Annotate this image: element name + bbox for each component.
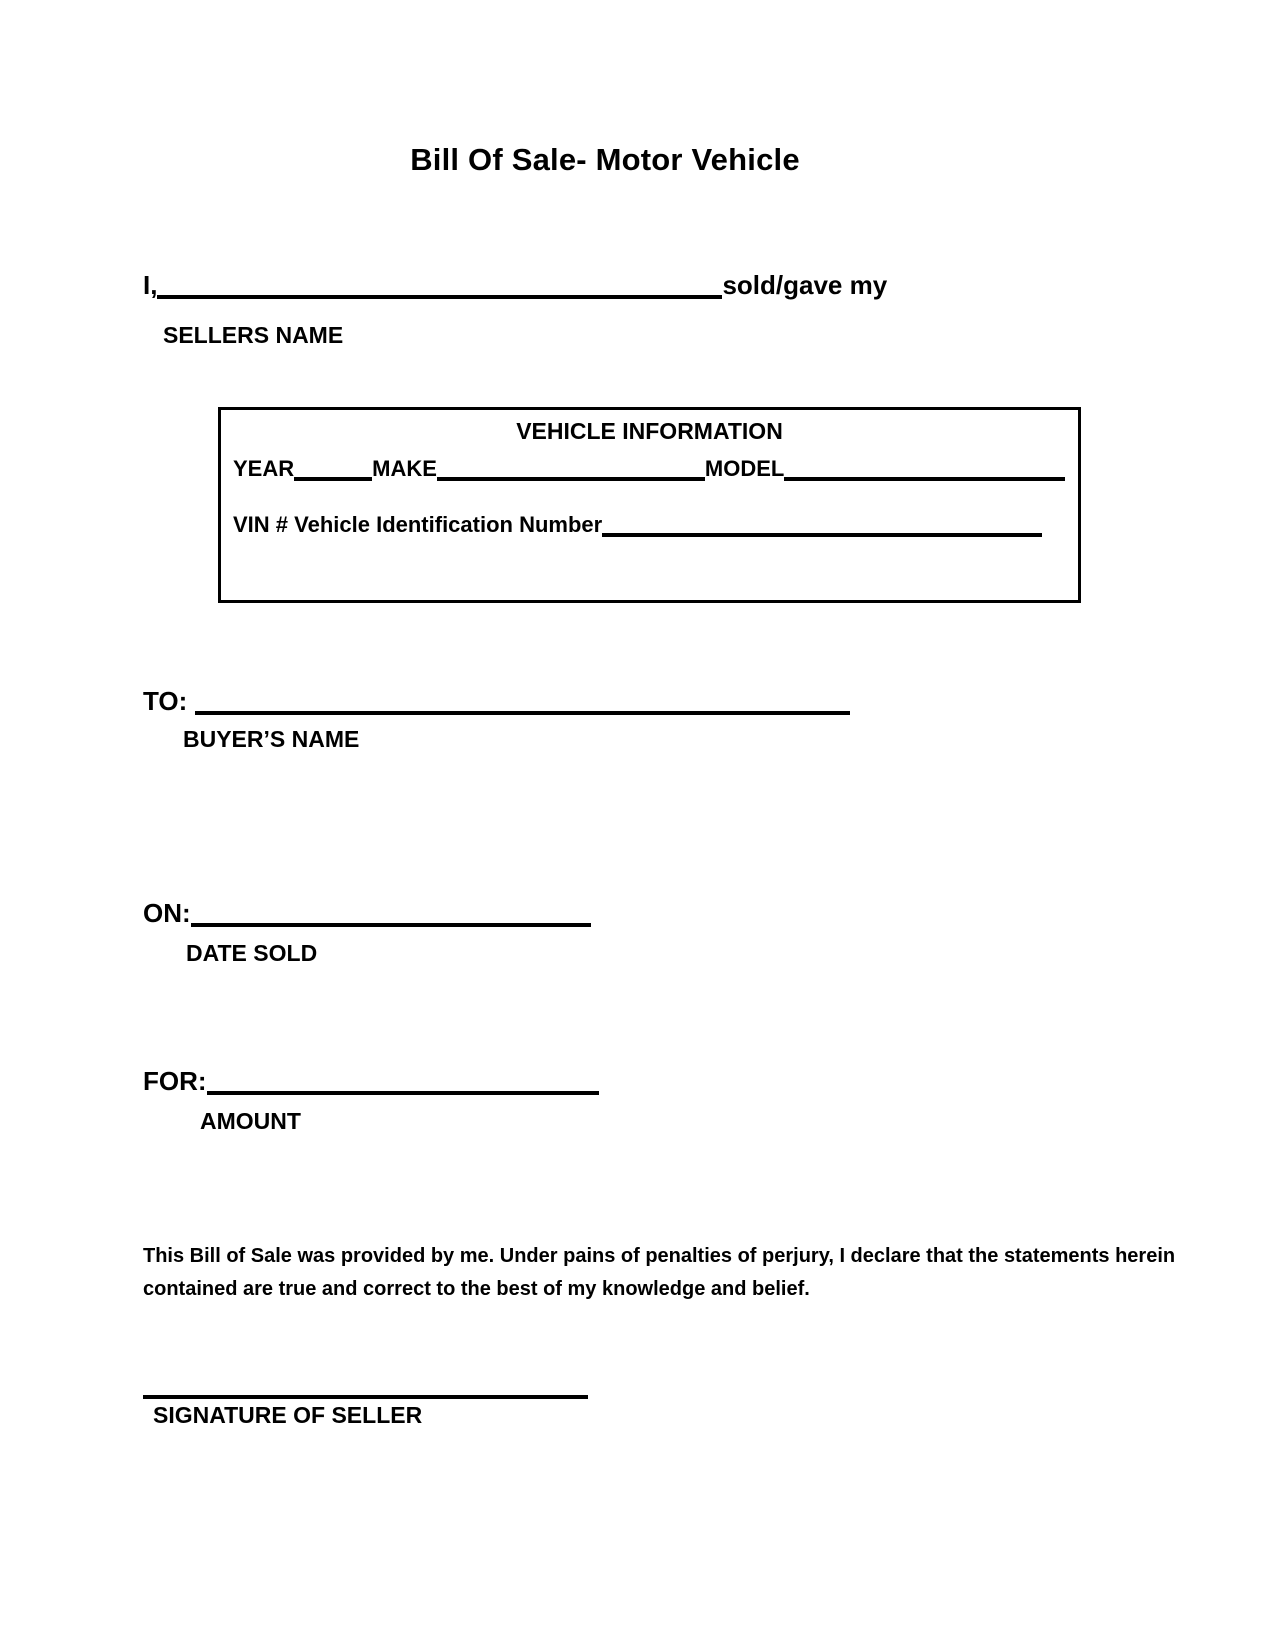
make-line[interactable] — [437, 477, 705, 481]
seller-statement-row — [143, 270, 887, 301]
document-title: Bill Of Sale- Motor Vehicle — [410, 142, 800, 177]
vin-row — [233, 512, 1066, 538]
sold-gave-my-text: sold/gave my — [722, 270, 888, 300]
vehicle-fields-row — [233, 456, 1066, 482]
declaration-paragraph: This Bill of Sale was provided by me. Under pains of penalties of perjury, I declare that the statements herein contained are true and correct to the best of my knowledge and belief. — [143, 1245, 1176, 1300]
amount-label: AMOUNT — [200, 1108, 301, 1134]
on-label: ON: — [143, 898, 191, 928]
seller-lead-in-text: I, — [143, 270, 158, 300]
buyer-name-line[interactable] — [195, 711, 850, 715]
year-label: YEAR — [233, 456, 295, 481]
date-sold-line[interactable] — [191, 923, 591, 927]
for-label: FOR: — [143, 1066, 207, 1096]
to-label: TO: — [143, 686, 188, 716]
amount-row — [143, 1066, 599, 1097]
year-line[interactable] — [294, 477, 372, 481]
buyer-row — [143, 686, 850, 717]
vin-line[interactable] — [602, 533, 1042, 537]
vehicle-information-heading: VEHICLE INFORMATION — [516, 418, 783, 444]
signature-block — [143, 1395, 588, 1429]
vin-label: VIN # Vehicle Identification Number — [233, 512, 603, 537]
model-line[interactable] — [784, 477, 1065, 481]
make-label: MAKE — [372, 456, 437, 481]
model-label: MODEL — [704, 456, 785, 481]
sellers-name-label: SELLERS NAME — [163, 322, 344, 348]
buyers-name-label: BUYER’S NAME — [183, 726, 360, 752]
signature-of-seller-label: SIGNATURE OF SELLER — [153, 1402, 423, 1428]
date-sold-label: DATE SOLD — [186, 940, 318, 966]
amount-line[interactable] — [207, 1091, 599, 1095]
date-row — [143, 898, 591, 929]
seller-name-line[interactable] — [157, 295, 722, 299]
vehicle-information-box — [218, 407, 1081, 603]
